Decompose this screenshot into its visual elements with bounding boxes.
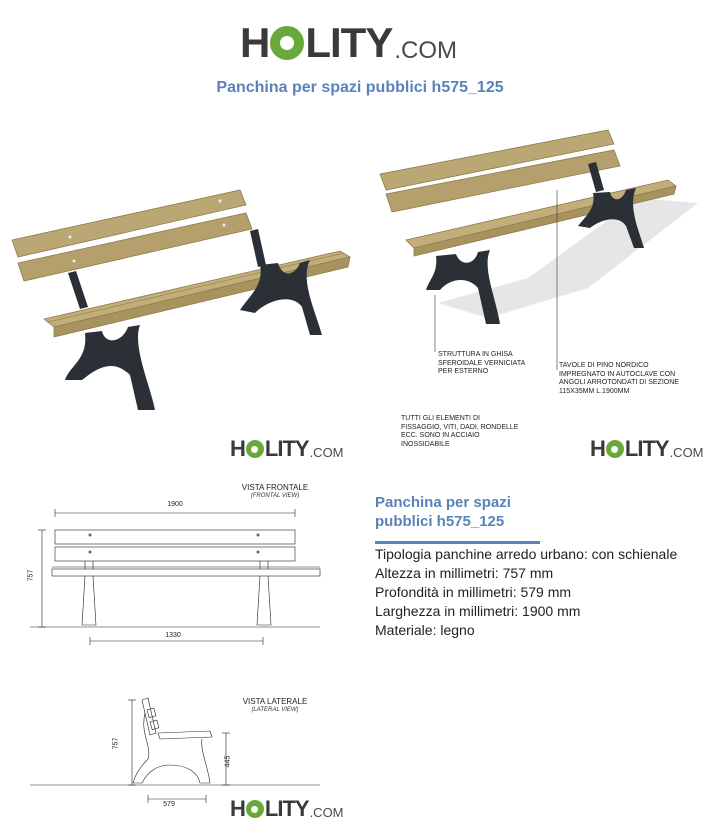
front-view-label: VISTA FRONTALE: [241, 483, 309, 492]
title-divider: [375, 541, 540, 544]
page-title: Panchina per spazi pubblici h575_125: [216, 79, 504, 96]
logo-o-icon: [246, 440, 264, 458]
logo-text: LITY: [264, 436, 309, 461]
logo-letter-h: H: [590, 436, 605, 461]
spec-material: Materiale: legno: [375, 622, 475, 638]
front-view-drawing: [30, 505, 330, 645]
spec-depth: Profondità in millimetri: 579 mm: [375, 584, 572, 600]
logo-text: LITY: [264, 796, 309, 821]
annotation-line: SFEROIDALE VERNICIATA: [438, 359, 526, 367]
side-view-drawing: [30, 695, 330, 815]
spec-height: Altezza in millimetri: 757 mm: [375, 565, 554, 581]
front-width-dim: 1900: [167, 501, 183, 508]
annotation-line: TUTTI GLI ELEMENTI DI: [401, 415, 480, 422]
spec-width: Larghezza in millimetri: 1900 mm: [375, 603, 581, 619]
annotation-line: FISSAGGIO, VITI, DADI, RONDELLE: [401, 423, 519, 431]
logo-letter-h: H: [230, 796, 245, 821]
product-title: [375, 493, 575, 531]
annotation-boards: [559, 362, 679, 396]
side-height-dim: 757: [112, 737, 120, 750]
product-title-line: pubblici h575_125: [375, 513, 505, 530]
side-depth-dim: 579: [163, 801, 175, 808]
holity-logo-small[interactable]: [230, 438, 344, 460]
logo-domain: .COM: [309, 805, 344, 820]
side-seat-height-dim: 445: [224, 755, 232, 768]
spec-type: Tipologia panchine arredo urbano: con schienale: [375, 546, 678, 562]
annotation-frame: [438, 351, 525, 377]
front-view-sublabel: (FRONTAL VIEW): [250, 493, 300, 499]
logo-domain: .COM: [394, 37, 458, 64]
front-legspan-dim: 1330: [165, 632, 181, 639]
annotation-fixings: [401, 415, 518, 449]
logo-text: LITY: [624, 436, 669, 461]
annotation-line: ECC. SONO IN ACCIAIO: [401, 432, 480, 439]
annotation-line: STRUTTURA IN GHISA: [438, 351, 513, 358]
logo-letter-h: H: [240, 19, 270, 66]
logo-letter-h: H: [230, 436, 245, 461]
annotation-line: ANGOLI ARROTONDATI DI SEZIONE: [559, 379, 679, 386]
annotation-line: 115X35MM L.1900MM: [559, 387, 630, 395]
side-view-label: VISTA LATERALE: [242, 697, 308, 706]
logo-text: LITY: [305, 19, 393, 66]
logo-domain: .COM: [669, 445, 704, 460]
side-view-sublabel: (LATERAL VIEW): [251, 707, 299, 713]
annotation-line: PER ESTERNO: [438, 368, 489, 375]
annotation-line: INOSSIDABILE: [401, 440, 450, 448]
logo-o-icon: [606, 440, 624, 458]
logo-domain: .COM: [309, 445, 344, 460]
front-height-dim: 757: [27, 569, 35, 582]
product-title-line: Panchina per spazi: [375, 494, 511, 511]
annotation-line: TAVOLE DI PINO NORDICO: [559, 362, 649, 369]
holity-logo-small[interactable]: [590, 438, 704, 460]
annotation-line: IMPREGNATO IN AUTOCLAVE CON: [559, 370, 676, 378]
